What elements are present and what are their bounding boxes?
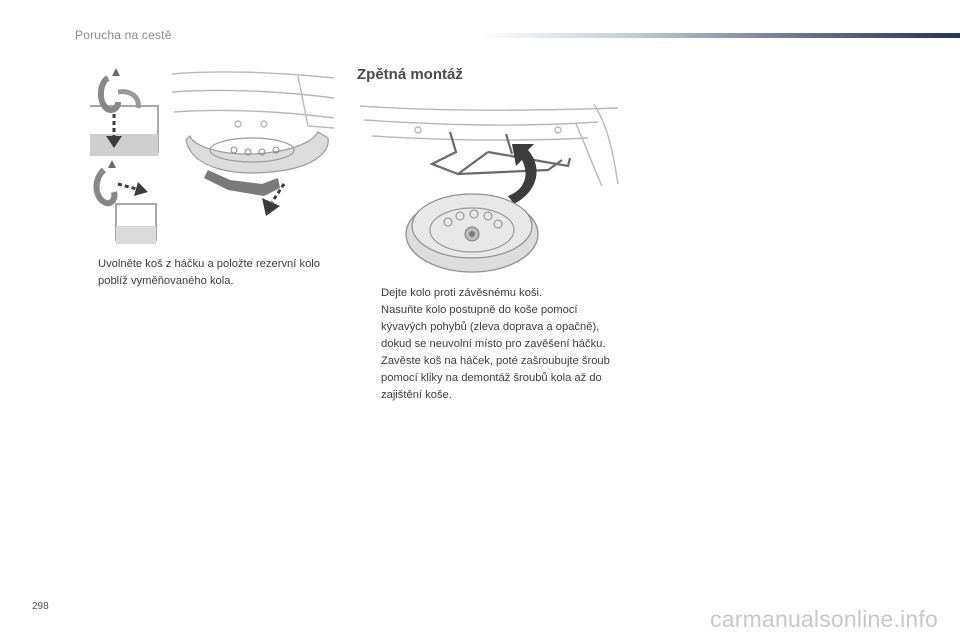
instruction-text: Zavěste koš na háček, poté zašroubujte šroub pomocí kliky na demontáž šroubů kola až do zajištění koše. (381, 355, 610, 401)
instruction-text: Nasuňte kolo postupně do koše pomocí kývavých pohybů (zleva doprava a opačně), dokud se neuvolní místo pro zavěšení háčku. (381, 304, 606, 350)
spare-wheel-lowering-illustration (168, 66, 338, 244)
header-gradient-bar (478, 33, 960, 38)
instruction-text: Uvolněte koš z háčku a položte rezervní kolo poblíž vyměňovaného kola. (98, 258, 321, 287)
instruction-text: Dejte kolo proti závěsnému koši. (381, 287, 543, 299)
spare-wheel-refit-illustration (358, 100, 620, 274)
instruction-step (361, 285, 611, 302)
hook-detail-bottom-illustration (86, 160, 164, 244)
chapter-title: Porucha na cestě (75, 28, 172, 42)
instruction-step (361, 302, 611, 353)
instruction-step (78, 256, 338, 290)
right-instructions (361, 285, 611, 404)
left-instructions (78, 256, 338, 290)
site-watermark: carmanualsonline.info (710, 606, 938, 632)
hook-detail-top-illustration (86, 66, 164, 158)
instruction-step (361, 353, 611, 404)
section-title: Zpětná montáž (357, 66, 463, 83)
page-number: 298 (32, 601, 49, 612)
